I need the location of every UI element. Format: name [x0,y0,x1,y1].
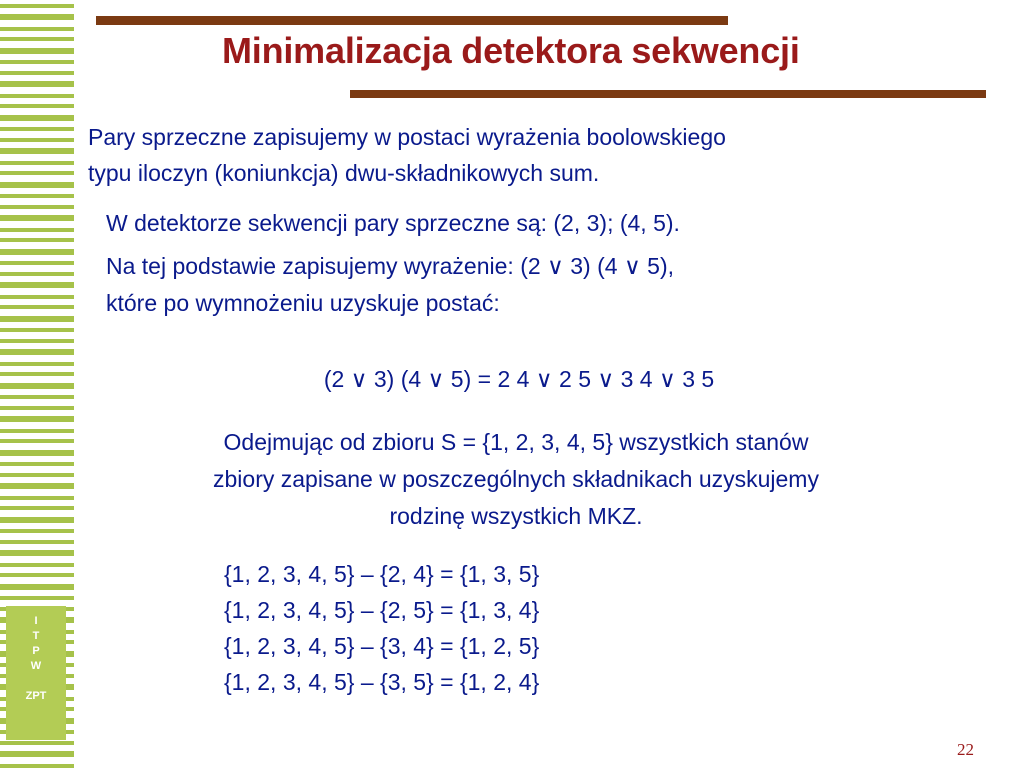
badge-letter: T [32,630,40,642]
badge-letter: I [34,615,38,627]
stripe [0,171,74,175]
stripe [0,450,74,456]
stripe [0,71,74,75]
stripe [0,115,74,121]
itpw-badge [6,606,66,740]
stripe [0,540,74,544]
stripe [0,529,74,533]
stripe [0,305,74,309]
stripe [0,473,74,477]
set-difference-line: {1, 2, 3, 4, 5} – {3, 4} = {1, 2, 5} [224,633,540,659]
stripe [0,261,74,265]
stripe [0,563,74,567]
set-difference-line: {1, 2, 3, 4, 5} – {2, 4} = {1, 3, 5} [224,561,540,587]
stripe [0,741,74,745]
paragraph-line-3: które po wymnożeniu uzyskuje postać: [106,290,500,316]
stripe [0,596,74,600]
badge-letter: P [32,645,40,657]
subtraction-text-line-1: Odejmując od zbioru S = {1, 2, 3, 4, 5} wszystkich stanów [223,429,809,455]
stripe [0,182,74,188]
paragraph-line-1: W detektorze sekwencji pary sprzeczne są: (2, 3); (4, 5). [106,210,680,236]
stripe [0,215,74,221]
stripe [0,48,74,54]
intro-line-2: typu iloczyn (koniunkcja) dwu-składnikowych sum. [88,160,600,186]
badge-zpt-label: ZPT [25,690,47,702]
stripe [0,249,74,255]
subtraction-text-line-2: zbiory zapisane w poszczególnych składnikach uzyskujemy [213,466,819,492]
expansion-equation: (2 ∨ 3) (4 ∨ 5) = 2 4 ∨ 2 5 ∨ 3 4 ∨ 3 5 [323,366,715,392]
stripe [0,406,74,410]
stripe [0,205,74,209]
set-difference-line: {1, 2, 3, 4, 5} – {3, 5} = {1, 2, 4} [224,669,540,695]
stripe [0,416,74,422]
stripe [0,295,74,299]
stripe [0,316,74,322]
stripe [0,148,74,154]
intro-line-1: Pary sprzeczne zapisujemy w postaci wyrażenia boolowskiego [88,124,726,150]
stripe [0,161,74,165]
stripe [0,349,74,355]
stripe [0,282,74,288]
page-number: 22 [957,740,974,759]
stripe [0,496,74,500]
title-top-bar [96,16,728,25]
stripe [0,429,74,433]
stripe [0,462,74,466]
subtraction-text-line-3: rodzinę wszystkich MKZ. [389,503,643,529]
stripe [0,104,74,108]
stripe [0,517,74,523]
stripe [0,94,74,98]
stripe [0,4,74,8]
set-difference-line: {1, 2, 3, 4, 5} – {2, 5} = {1, 3, 4} [224,597,540,623]
stripe [0,764,74,768]
stripe [0,483,74,489]
stripe [0,81,74,87]
stripe [0,506,74,510]
stripe [0,194,74,198]
badge-letter: W [30,660,42,672]
stripe [0,138,74,142]
stripe [0,751,74,757]
stripe [0,272,74,276]
stripe [0,127,74,131]
stripe [0,37,74,41]
stripe [0,228,74,232]
stripe [0,573,74,577]
stripe [0,550,74,556]
stripe [0,328,74,332]
stripe [0,339,74,343]
stripe [0,238,74,242]
slide-title: Minimalizacja detektora sekwencji [222,30,800,71]
paragraph-line-2: Na tej podstawie zapisujemy wyrażenie: (2 ∨ 3) (4 ∨ 5), [106,253,675,279]
stripe [0,439,74,443]
title-bottom-bar [350,90,986,98]
stripe [0,27,74,31]
stripe [0,584,74,590]
stripe [0,60,74,64]
stripe [0,14,74,20]
